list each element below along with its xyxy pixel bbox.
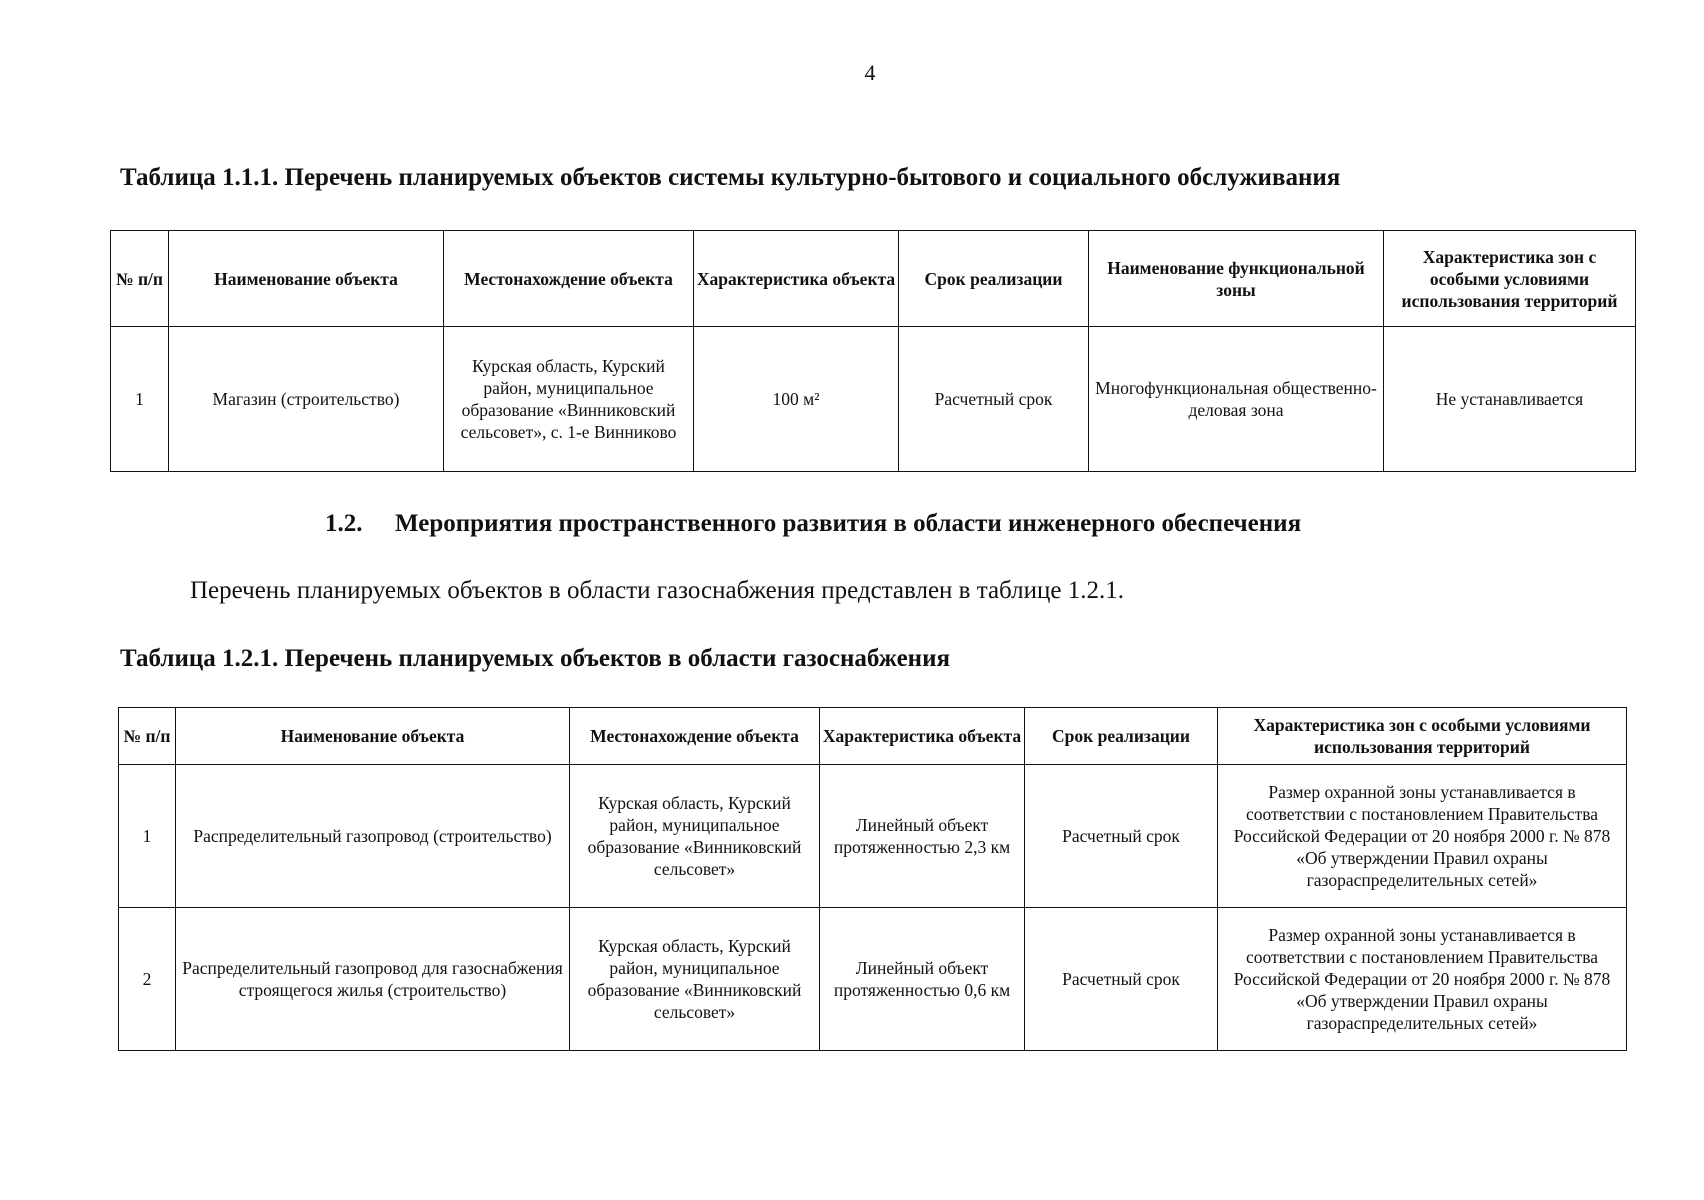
header-characteristic: Характеристика объекта [820, 708, 1025, 765]
section-title: Мероприятия пространственного развития в области инженерного обеспечения [395, 510, 1302, 537]
cell-special-zones: Размер охранной зоны устанавливается в соответствии с постановлением Правительства Российской Федерации от 20 ноября 2000 г. № 878 «Об утверждении Правил охраны газораспределительных сетей» [1218, 908, 1627, 1051]
cell-num: 2 [119, 908, 176, 1051]
cell-location: Курская область, Курский район, муниципальное образование «Винниковский сельсовет» [570, 908, 820, 1051]
cell-characteristic: Линейный объект протяженностью 2,3 км [820, 765, 1025, 908]
header-location: Местонахождение объекта [444, 231, 694, 327]
cell-location: Курская область, Курский район, муниципальное образование «Винниковский сельсовет» [570, 765, 820, 908]
header-characteristic: Характеристика объекта [694, 231, 899, 327]
table-row [111, 327, 1636, 472]
cell-object-name: Распределительный газопровод для газоснабжения строящегося жилья (строительство) [176, 908, 570, 1051]
header-term: Срок реализации [1025, 708, 1218, 765]
header-location: Местонахождение объекта [570, 708, 820, 765]
cell-functional-zone: Многофункциональная общественно-деловая зона [1089, 327, 1384, 472]
table-2-caption: Таблица 1.2.1. Перечень планируемых объектов в области газоснабжения [120, 645, 951, 672]
table-planned-gas-objects [118, 707, 1627, 1051]
page-number: 4 [864, 60, 876, 85]
table-row [119, 908, 1627, 1051]
body-paragraph: Перечень планируемых объектов в области газоснабжения представлен в таблице 1.2.1. [190, 577, 1124, 604]
cell-term: Расчетный срок [899, 327, 1089, 472]
cell-num: 1 [119, 765, 176, 908]
header-special-zones: Характеристика зон с особыми условиями использования территорий [1384, 231, 1636, 327]
cell-location: Курская область, Курский район, муниципальное образование «Винниковский сельсовет», с. 1-е Винниково [444, 327, 694, 472]
cell-object-name: Распределительный газопровод (строительство) [176, 765, 570, 908]
cell-special-zones: Не устанавливается [1384, 327, 1636, 472]
cell-term: Расчетный срок [1025, 765, 1218, 908]
header-object-name: Наименование объекта [176, 708, 570, 765]
header-object-name: Наименование объекта [169, 231, 444, 327]
table-1-caption: Таблица 1.1.1. Перечень планируемых объектов системы культурно-бытового и социального обслуживания [120, 164, 1341, 191]
cell-special-zones: Размер охранной зоны устанавливается в соответствии с постановлением Правительства Российской Федерации от 20 ноября 2000 г. № 878 «Об утверждении Правил охраны газораспределительных сетей» [1218, 765, 1627, 908]
header-special-zones: Характеристика зон с особыми условиями использования территорий [1218, 708, 1627, 765]
header-num: № п/п [119, 708, 176, 765]
section-number: 1.2. [325, 510, 363, 537]
cell-term: Расчетный срок [1025, 908, 1218, 1051]
table-header-row [119, 708, 1627, 765]
section-heading [325, 510, 1301, 538]
table-row [119, 765, 1627, 908]
header-term: Срок реализации [899, 231, 1089, 327]
cell-object-name: Магазин (строительство) [169, 327, 444, 472]
cell-characteristic: Линейный объект протяженностью 0,6 км [820, 908, 1025, 1051]
table-planned-social-objects [110, 230, 1636, 472]
header-functional-zone: Наименование функциональной зоны [1089, 231, 1384, 327]
table-header-row [111, 231, 1636, 327]
header-num: № п/п [111, 231, 169, 327]
cell-num: 1 [111, 327, 169, 472]
cell-characteristic: 100 м² [694, 327, 899, 472]
